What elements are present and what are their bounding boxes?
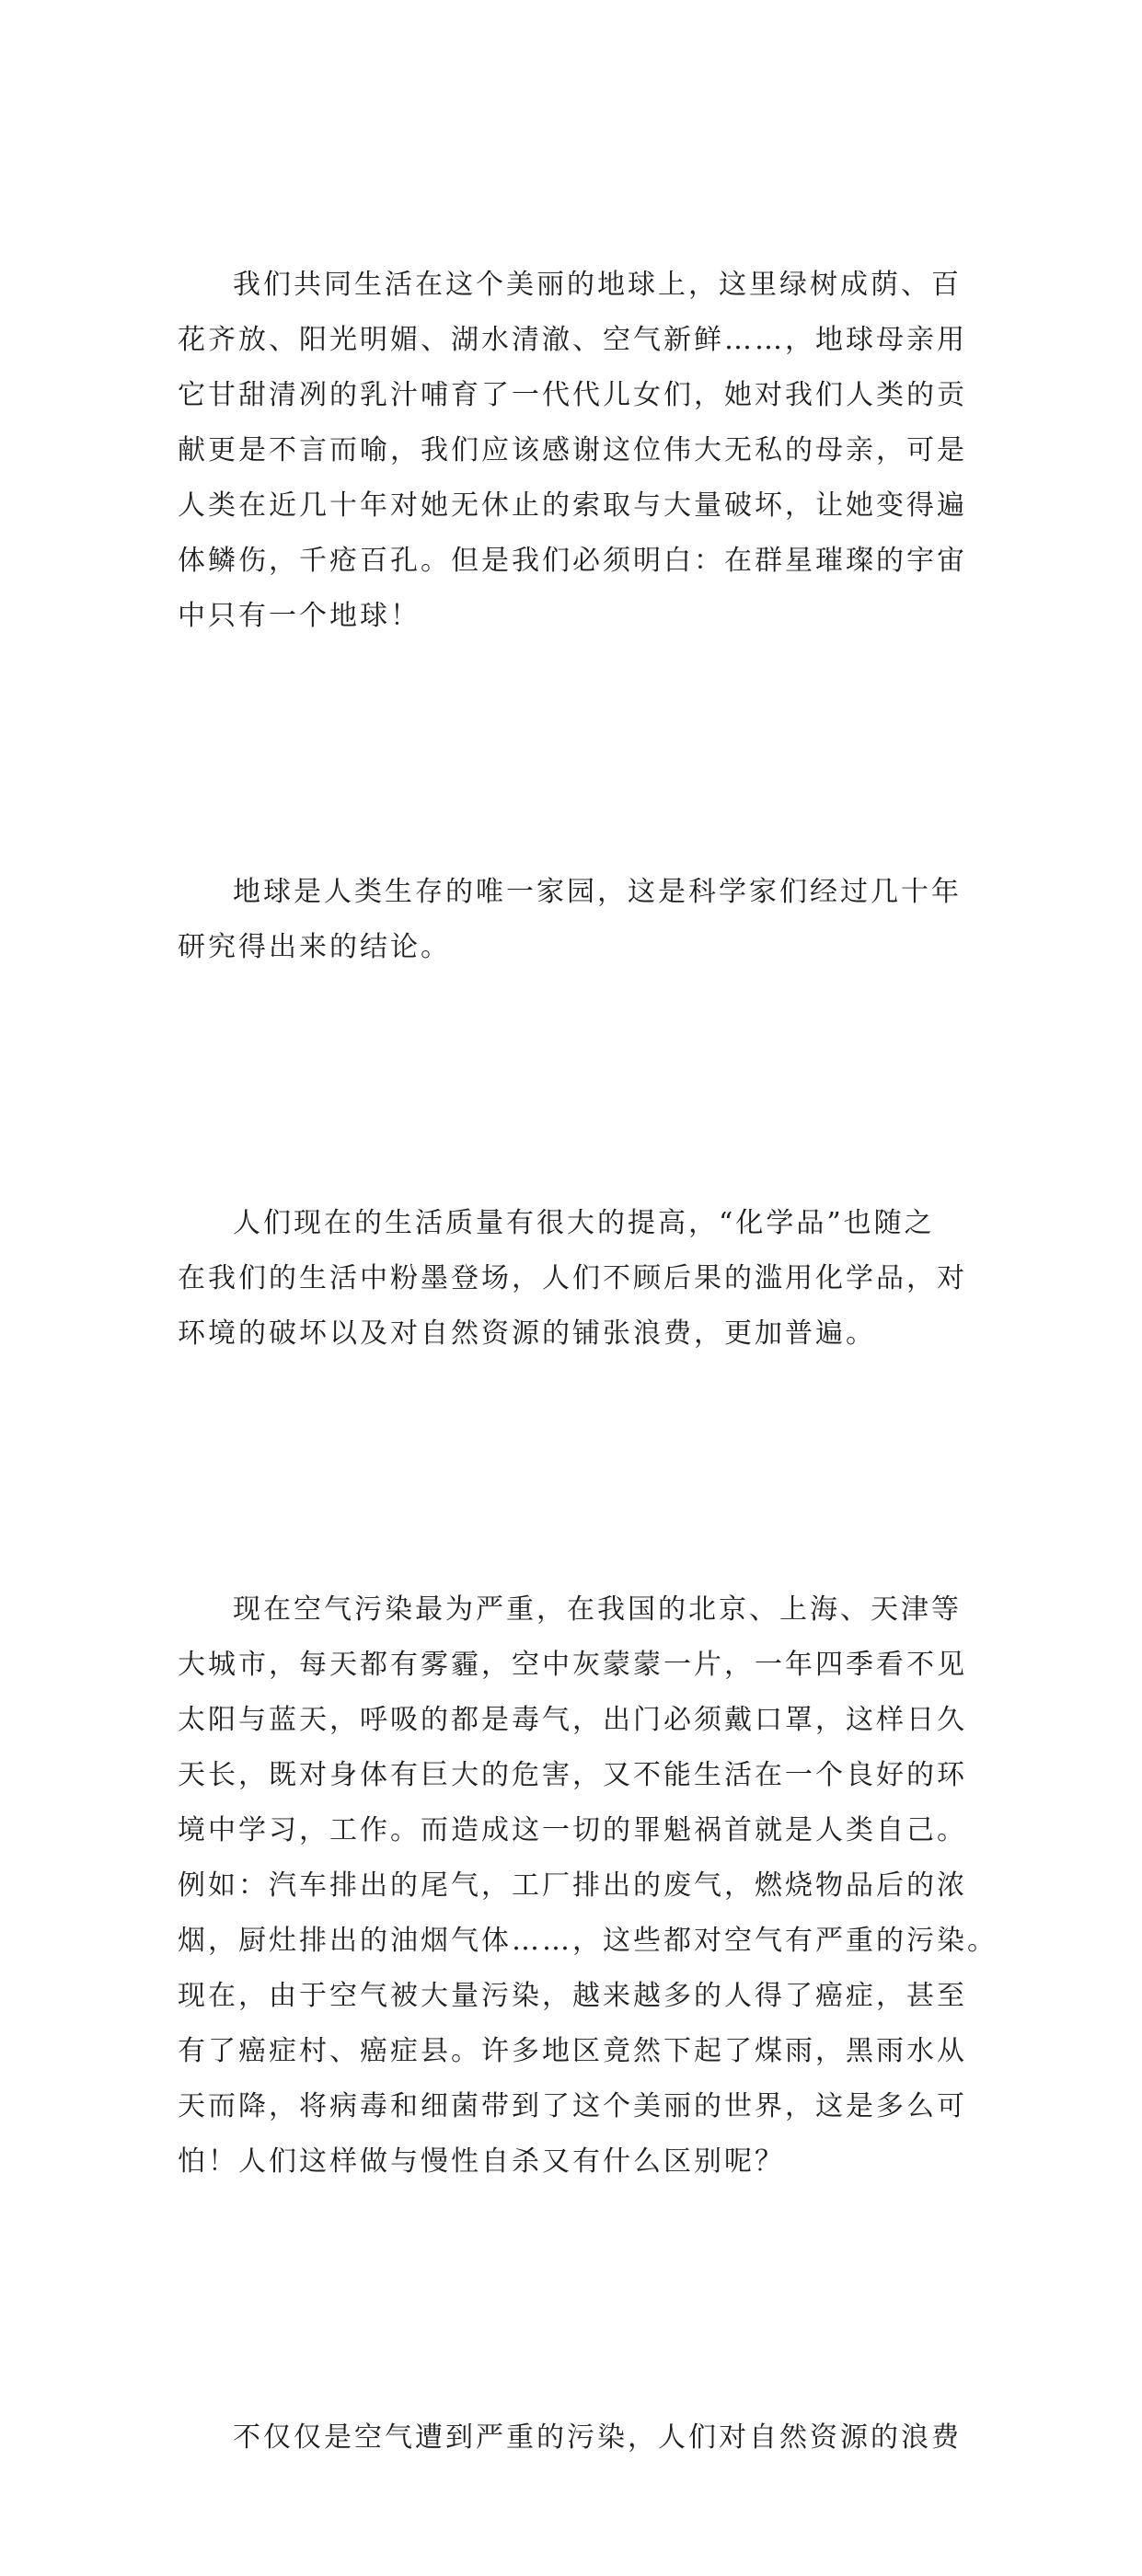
text-line: 在我们的生活中粉墨登场，人们不顾后果的滥用化学品，对 [178,1262,967,1294]
text-line: 例如：汽车排出的尾气，工厂排出的废气，燃烧物品后的浓 [178,1869,967,1902]
text-line: 天长，既对身体有巨大的危害，又不能生活在一个良好的环 [178,1759,967,1791]
text-line: 天而降，将病毒和细菌带到了这个美丽的世界，这是多么可 [178,2090,967,2122]
paragraph-5 [178,2300,969,2576]
text-line: 现在，由于空气被大量污染，越来越多的人得了癌症，甚至 [178,1980,967,2012]
text-line: 现在空气污染最为严重，在我国的北京、上海、天津等 [233,1593,962,1626]
text-line: 人类在近几十年对她无休止的索取与大量破坏，让她变得遍 [178,489,967,522]
text-line: 不仅仅是空气遭到严重的污染，人们对自然资源的浪费 [233,2421,962,2454]
text-line: 太阳与蓝天，呼吸的都是毒气，出门必须戴口罩，这样日久 [178,1704,967,1736]
text-line: 体鳞伤，千疮百孔。但是我们必须明白：在群星璀璨的宇宙 [178,545,967,577]
document-body [178,147,998,2576]
text-line: 境中学习，工作。而造成这一切的罪魁祸首就是人类自己。 [178,1814,967,1846]
paragraph-2 [178,754,969,1086]
paragraph-4 [178,1472,998,2300]
text-line: 中只有一个地球！ [178,600,421,632]
text-line: 大城市，每天都有雾霾，空中灰蒙蒙一片，一年四季看不见 [178,1649,967,1681]
text-line: 烟，厨灶排出的油烟气体……，这些都对空气有严重的污染。 [178,1925,998,1957]
paragraph-1 [178,147,969,754]
text-line: 我们共同生活在这个美丽的地球上，这里绿树成荫、百 [233,269,962,301]
paragraph-3 [178,1086,969,1472]
text-line: 花齐放、阳光明媚、湖水清澈、空气新鲜……，地球母亲用 [178,324,967,356]
text-line: 它甘甜清冽的乳汁哺育了一代代儿女们，她对我们人类的贡 [178,379,967,411]
text-line: 研究得出来的结论。 [178,931,451,963]
text-line: 环境的破坏以及对自然资源的铺张浪费，更加普遍。 [178,1317,876,1350]
text-line: 怕！人们这样做与慢性自杀又有什么区别呢？ [178,2145,785,2178]
text-line: 献更是不言而喻，我们应该感谢这位伟大无私的母亲，可是 [178,434,967,466]
text-line: 人们现在的生活质量有很大的提高，“化学品”也随之 [233,1207,935,1239]
text-line: 有了癌症村、癌症县。许多地区竟然下起了煤雨，黑雨水从 [178,2035,967,2067]
text-line: 地球是人类生存的唯一家园，这是科学家们经过几十年 [233,876,962,908]
